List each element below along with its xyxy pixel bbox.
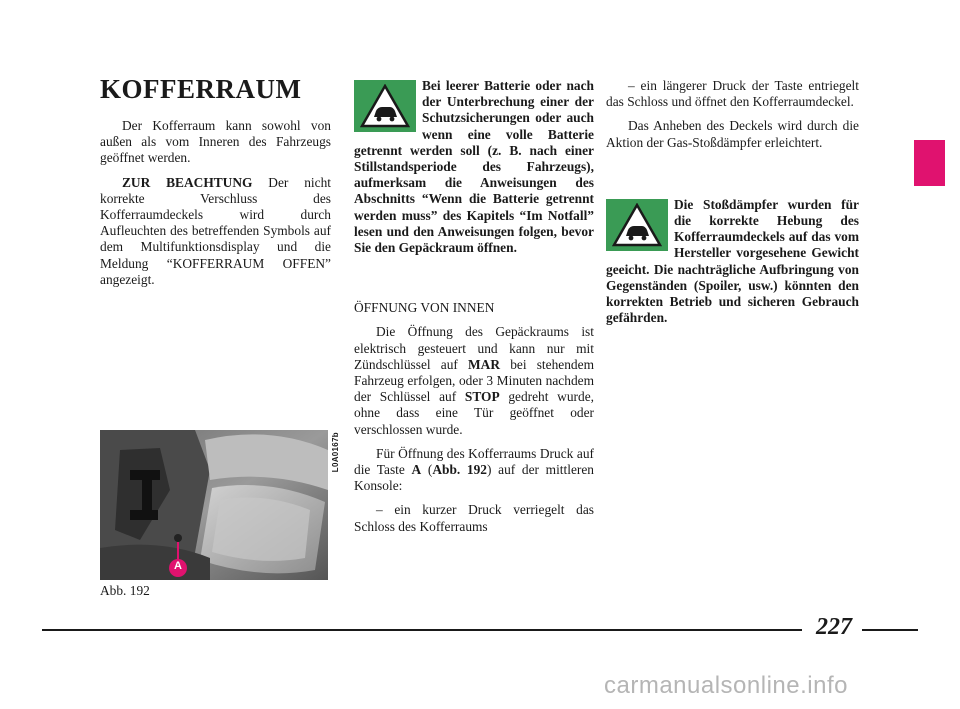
console-photo	[100, 430, 328, 580]
right-column	[606, 78, 859, 326]
opening-paragraph: Die Öffnung des Gepäckraums ist elektrisch gesteuert und kann nur mit Zündschlüssel auf MAR bei stehendem Fahrzeug erfolgen, oder 3 Minuten nachdem der Schlüssel auf STOP gedreht wurde, ohne dass eine Tür geöffnet oder verschlossen wurde.	[354, 324, 594, 437]
battery-warning	[354, 78, 594, 256]
damper-warning-text: Die Stoßdämpfer wurden für die korrekte Hebung des Kofferraumdeckels auf das vom Hersteller vorgesehene Gewicht geeicht. Die nachträgliche Aufbringung von Gegenständen (Spoiler, usw.) könnten den korrekten Betrieb und sicheren Gebrauch gefährden.	[606, 196, 859, 326]
intro-column	[100, 118, 331, 296]
warning-triangle-icon	[354, 80, 416, 132]
intro-paragraph: Der Kofferraum kann sowohl von außen als vom Inneren des Fahrzeugs geöffnet werden.	[100, 118, 331, 166]
console-photo-image	[100, 430, 328, 580]
note-paragraph	[100, 175, 331, 288]
section-heading: ÖFFNUNG VON INNEN	[354, 300, 495, 316]
watermark: carmanualsonline.info	[604, 672, 848, 699]
long-press-paragraph: – ein längerer Druck der Taste entriegelt das Schloss und öffnet den Kofferraumdeckel.	[606, 78, 859, 110]
note-text: Der nicht korrekte Verschluss des Kofferraumdeckels wird durch Aufleuchten des betreffenden Symbols auf dem Multifunktionsdisplay und die Meldung “KOFFERRAUM OFFEN” angezeigt.	[100, 174, 331, 287]
gas-spring-paragraph: Das Anheben des Deckels wird durch die Aktion der Gas-Stoßdämpfer erleichtert.	[606, 118, 859, 150]
chapter-tab	[914, 140, 945, 186]
battery-warning-text: Bei leerer Batterie oder nach der Unterbrechung einer der Schutzsicherungen oder auch wenn eine volle Batterie getrennt werden soll (z. B. nach einer Stillstandsperiode des Fahrzeugs), aufmerksam die Anweisungen des Abschnitts “Wenn die Batterie getrennt werden muss” des Kapitels “Im Notfall” lesen und den Anweisungen folgen, bevor Sie den Gepäckraum öffnen.	[354, 78, 594, 256]
button-paragraph: Für Öffnung des Kofferraums Druck auf die Taste A (Abb. 192) auf der mittleren Konsole:	[354, 445, 594, 494]
footer-rule-left	[42, 629, 802, 631]
note-label: ZUR BEACHTUNG	[122, 174, 253, 190]
figure-code: L0A0167b	[331, 432, 340, 473]
damper-warning	[606, 197, 859, 327]
page-number: 227	[816, 614, 852, 640]
short-press-paragraph: – ein kurzer Druck verriegelt das Schloss des Kofferraums	[354, 502, 594, 534]
page-title: KOFFERRAUM	[100, 74, 302, 104]
footer-rule-right	[862, 629, 918, 631]
figure-caption: Abb. 192	[100, 583, 150, 598]
warning-triangle-icon	[606, 199, 668, 251]
middle-column	[354, 78, 594, 543]
callout-label: A	[174, 560, 182, 572]
